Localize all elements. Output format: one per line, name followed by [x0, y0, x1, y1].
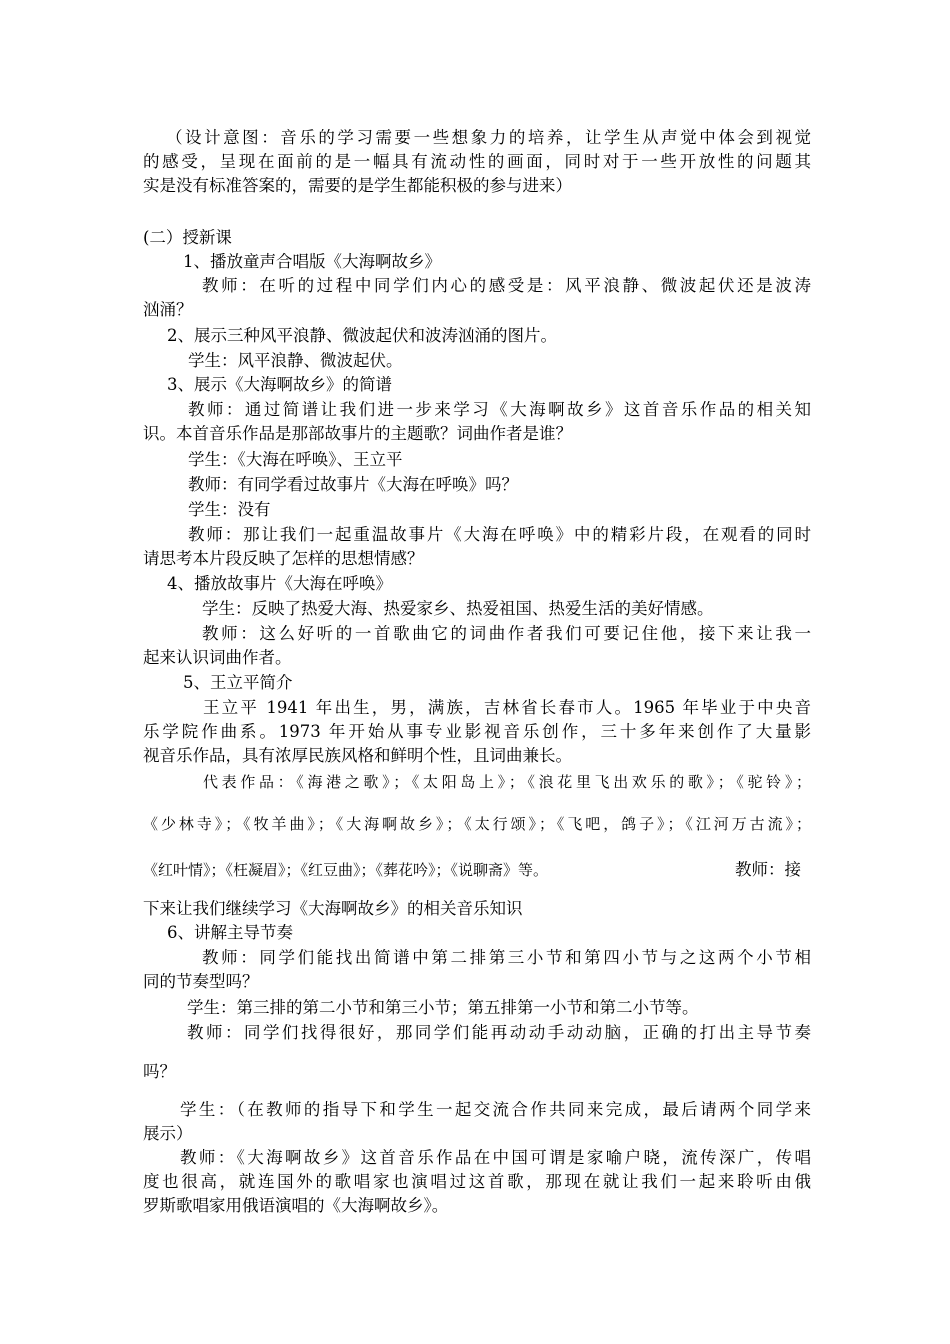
works-line-1: 代表作品：《海港之歌》；《太阳岛上》；《浪花里飞出欢乐的歌》；《驼铃》； — [203, 773, 811, 791]
step-6-teacher-1-line-2: 同的节奏型吗？ — [143, 972, 259, 991]
step-4-student: 学生：反映了热爱大海、热爱家乡、热爱祖国、热爱生活的美好情感。 — [202, 599, 714, 618]
step-3-teacher-3-line-2: 请思考本片段反映了怎样的思想情感？ — [143, 549, 424, 568]
design-intent-line-2: 的感受，呈现在面前的是一幅具有流动性的画面，同时对于一些开放性的问题其 — [143, 152, 811, 171]
step-3-student-2: 学生：没有 — [188, 500, 271, 519]
step-6-heading: 6、讲解主导节奏 — [167, 923, 293, 942]
works-line-3: 《红叶情》；《枉凝眉》；《红豆曲》；《葬花吟》；《说聊斋》等。 — [143, 861, 549, 879]
design-intent-line-3: 实是没有标准答案的，需要的是学生都能积极的参与进来） — [143, 176, 572, 195]
step-6-teacher-2-line-2: 吗？ — [143, 1062, 176, 1081]
step-1-teacher-line-2: 汹涌？ — [143, 300, 193, 319]
step-6-student-2-line-1: 学生：（在教师的指导下和学生一起交流合作共同来完成，最后请两个同学来 — [180, 1100, 811, 1119]
step-5-heading: 5、王立平简介 — [183, 673, 293, 692]
biography-line-2: 乐学院作曲系。1973 年开始从事专业影视音乐创作，三十多年来创作了大量影 — [143, 722, 811, 741]
step-1-heading: 1、播放童声合唱版《大海啊故乡》 — [183, 252, 441, 271]
step-6-student-2-line-2: 展示） — [143, 1124, 193, 1143]
step-6-teacher-3-line-3: 罗斯歌唱家用俄语演唱的《大海啊故乡》。 — [143, 1196, 449, 1215]
step-3-heading: 3、展示《大海啊故乡》的简谱 — [167, 375, 392, 394]
step-2-heading: 2、展示三种风平浪静、微波起伏和波涛汹涌的图片。 — [167, 326, 557, 345]
step-6-student-1: 学生：第三排的第二小节和第三小节；第五排第一小节和第二小节等。 — [187, 998, 699, 1017]
section-title: (二）授新课 — [143, 228, 232, 247]
step-3-teacher-3-line-1: 教师：那让我们一起重温故事片《大海在呼唤》中的精彩片段，在观看的同时 — [188, 525, 811, 544]
step-1-teacher-line-1: 教师：在听的过程中同学们内心的感受是：风平浪静、微波起伏还是波涛 — [202, 276, 811, 295]
step-4-heading: 4、播放故事片《大海在呼唤》 — [167, 574, 392, 593]
step-3-teacher-2: 教师：有同学看过故事片《大海在呼唤》吗？ — [188, 475, 518, 494]
design-intent-line-1: （设计意图：音乐的学习需要一些想象力的培养，让学生从声觉中体会到视觉 — [166, 128, 811, 147]
step-2-student: 学生：风平浪静、微波起伏。 — [188, 351, 403, 370]
step-5-teacher-start: 教师：接 — [735, 860, 801, 879]
biography-line-1: 王立平 1941 年出生，男，满族，吉林省长春市人。1965 年毕业于中央音 — [203, 698, 811, 717]
step-3-teacher-1-line-1: 教师：通过简谱让我们进一步来学习《大海啊故乡》这首音乐作品的相关知 — [188, 400, 811, 419]
step-4-teacher-line-1: 教师：这么好听的一首歌曲它的词曲作者我们可要记住他，接下来让我一 — [202, 624, 811, 643]
step-3-teacher-1-line-2: 识。本首音乐作品是那部故事片的主题歌？词曲作者是谁？ — [143, 424, 572, 443]
step-6-teacher-2-line-1: 教师：同学们找得很好，那同学们能再动动手动动脑，正确的打出主导节奏 — [187, 1023, 811, 1042]
works-line-2: 《少林寺》；《牧羊曲》；《大海啊故乡》；《太行颂》；《飞吧，鸽子》；《江河万古流》； — [143, 815, 811, 833]
step-6-teacher-3-line-2: 度也很高，就连国外的歌唱家也演唱过这首歌，那现在就让我们一起来聆听由俄 — [143, 1172, 811, 1191]
step-5-teacher-continued: 下来让我们继续学习《大海啊故乡》的相关音乐知识 — [143, 899, 523, 918]
step-6-teacher-3-line-1: 教师：《大海啊故乡》这首音乐作品在中国可谓是家喻户晓，流传深广，传唱 — [180, 1148, 811, 1167]
biography-line-3: 视音乐作品，具有浓厚民族风格和鲜明个性，且词曲兼长。 — [143, 746, 572, 765]
step-4-teacher-line-2: 起来认识词曲作者。 — [143, 648, 292, 667]
step-6-teacher-1-line-1: 教师：同学们能找出简谱中第二排第三小节和第四小节与之这两个小节相 — [202, 948, 811, 967]
step-3-student-1: 学生：《大海在呼唤》、王立平 — [188, 450, 403, 469]
